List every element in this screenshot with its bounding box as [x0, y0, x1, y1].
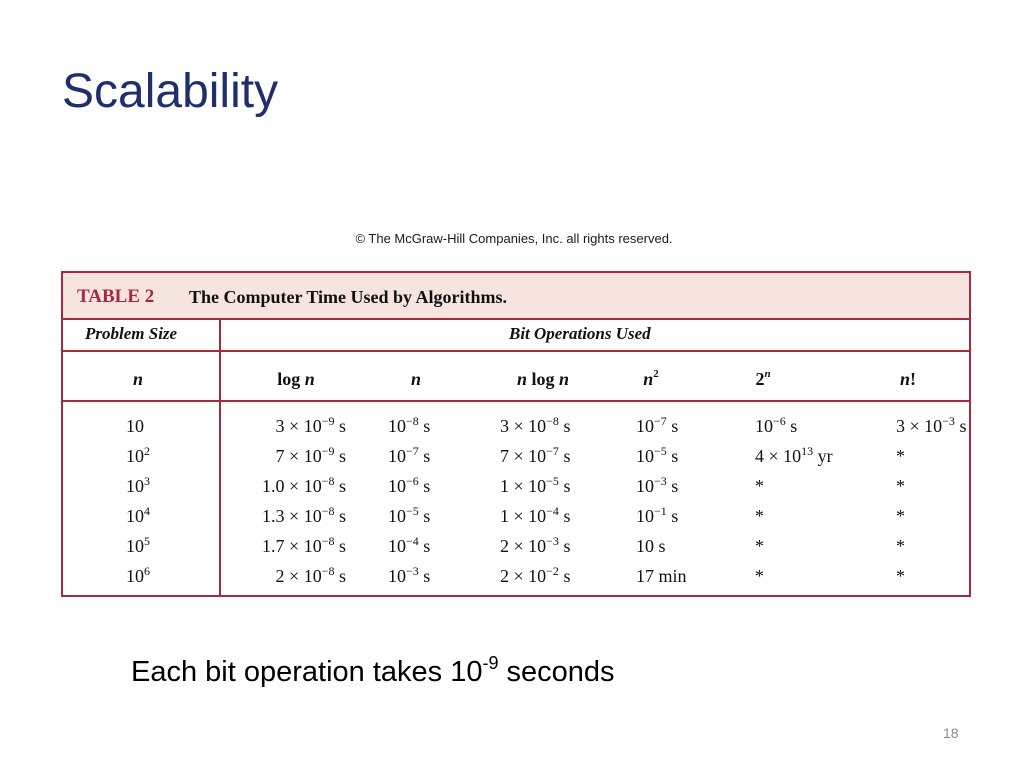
cell-value: 2 × 10 — [500, 536, 547, 556]
cell-exponent: −8 — [321, 474, 335, 488]
cell-unit: s — [666, 506, 679, 526]
table-cell — [755, 536, 764, 557]
cell-value: 10 — [636, 476, 654, 496]
cell-unit: s — [418, 446, 431, 466]
column-divider — [219, 320, 221, 595]
cell-exponent: −8 — [546, 414, 559, 428]
column-header-exponent: 2 — [653, 368, 659, 380]
cell-value: 10 — [388, 416, 406, 436]
cell-value: 3 × 10 — [275, 416, 322, 436]
problem-size-cell — [126, 476, 150, 497]
table-cell — [262, 536, 346, 557]
cell-unit: s — [334, 566, 346, 586]
cell-exponent: −5 — [406, 504, 419, 518]
table-cell — [896, 476, 905, 497]
table-cell — [896, 566, 905, 587]
cell-exponent: −4 — [406, 534, 419, 548]
cell-value: * — [755, 536, 764, 556]
problem-size-cell — [126, 446, 150, 467]
table-cell — [388, 506, 430, 527]
column-header — [277, 369, 315, 390]
column-header — [517, 369, 569, 390]
cell-value: 1 × 10 — [500, 506, 547, 526]
cell-unit: s — [418, 416, 431, 436]
column-header-base: 2 — [755, 369, 765, 389]
cell-value: * — [755, 506, 764, 526]
cell-value: 10 — [126, 476, 144, 496]
cell-value: 2 × 10 — [275, 566, 322, 586]
column-header-suffix: log n — [526, 369, 570, 389]
cell-exponent: −6 — [773, 414, 786, 428]
cell-unit: s — [954, 416, 967, 436]
table-cell — [755, 506, 764, 527]
cell-exponent: 6 — [144, 564, 150, 578]
table-cell — [636, 476, 678, 497]
cell-unit: s — [334, 446, 346, 466]
cell-unit: s — [558, 416, 571, 436]
header-bit-operations: Bit Operations Used — [509, 324, 651, 343]
cell-unit: s — [418, 476, 431, 496]
page-number: 18 — [943, 725, 959, 741]
table-cell — [896, 536, 905, 557]
table-cell — [388, 446, 430, 467]
copyright-text: © The McGraw-Hill Companies, Inc. all rights reserved. — [355, 231, 673, 246]
cell-value: 10 — [126, 416, 144, 436]
cell-value: 7 × 10 — [500, 446, 547, 466]
column-header-base: n — [410, 369, 422, 389]
column-header-prefix: log — [277, 369, 305, 389]
cell-value: 10 s — [636, 536, 666, 556]
cell-exponent: −8 — [321, 534, 335, 548]
cell-value: * — [896, 476, 905, 496]
cell-unit: yr — [813, 446, 833, 466]
cell-value: 10 — [126, 566, 144, 586]
cell-value: 10 — [388, 506, 406, 526]
table-cell — [388, 476, 430, 497]
table-cell — [500, 446, 570, 467]
header-divider — [63, 350, 969, 352]
column-header-base: n — [643, 369, 654, 389]
cell-value: 1.7 × 10 — [262, 536, 322, 556]
footnote — [131, 653, 615, 689]
table-cell — [755, 476, 764, 497]
cell-exponent: −5 — [654, 444, 667, 458]
problem-size-cell — [126, 536, 150, 557]
table-cell — [636, 536, 666, 557]
column-header-base: n — [899, 369, 911, 389]
table-cell — [388, 416, 430, 437]
column-header — [643, 369, 659, 390]
cell-exponent: −9 — [321, 444, 335, 458]
column-header-base: n — [304, 369, 315, 389]
body-divider — [63, 400, 969, 402]
cell-unit: s — [666, 446, 679, 466]
table-cell — [500, 506, 570, 527]
cell-unit: s — [334, 506, 346, 526]
table-title: The Computer Time Used by Algorithms. — [189, 287, 508, 307]
cell-unit: s — [418, 506, 431, 526]
cell-exponent: −3 — [942, 414, 955, 428]
table-cell — [276, 446, 346, 467]
table-cell — [500, 536, 570, 557]
table-cell — [636, 566, 687, 587]
table-cell — [276, 566, 346, 587]
cell-unit: s — [334, 476, 346, 496]
table-cell — [262, 476, 346, 497]
footnote-suffix: seconds — [498, 656, 615, 688]
cell-value: 10 — [126, 536, 144, 556]
column-header — [133, 369, 143, 390]
footnote-exponent: -9 — [482, 653, 499, 673]
footnote-text: Each bit operation takes 10 — [131, 656, 483, 688]
cell-exponent: −3 — [654, 474, 667, 488]
cell-exponent: −3 — [406, 564, 419, 578]
table-cell — [755, 416, 797, 437]
cell-exponent: −7 — [406, 444, 419, 458]
cell-exponent: −9 — [321, 414, 335, 428]
problem-size-cell — [126, 416, 144, 437]
table-cell — [262, 506, 346, 527]
column-header — [411, 369, 421, 390]
cell-unit: s — [558, 506, 571, 526]
cell-exponent: −4 — [546, 504, 559, 518]
cell-unit: s — [558, 566, 571, 586]
cell-exponent: −5 — [546, 474, 559, 488]
cell-value: 3 × 10 — [500, 416, 547, 436]
column-header — [900, 369, 916, 390]
cell-exponent: −3 — [546, 534, 559, 548]
cell-value: 10 — [636, 416, 654, 436]
table-cell — [636, 416, 678, 437]
cell-exponent: −2 — [546, 564, 559, 578]
problem-size-cell — [126, 506, 150, 527]
cell-value: 10 — [636, 446, 654, 466]
cell-value: 10 — [126, 506, 144, 526]
cell-exponent: 13 — [801, 444, 814, 458]
cell-value: 17 min — [636, 566, 687, 586]
cell-value: 10 — [755, 416, 773, 436]
table-cell — [636, 446, 678, 467]
cell-value: * — [896, 506, 905, 526]
table-cell — [636, 506, 678, 527]
table-cell — [276, 416, 346, 437]
cell-exponent: 2 — [144, 444, 150, 458]
cell-value: 10 — [636, 506, 654, 526]
table-cell — [755, 566, 764, 587]
column-header-suffix: ! — [910, 369, 917, 389]
cell-unit: s — [558, 536, 571, 556]
cell-exponent: −8 — [406, 414, 419, 428]
cell-unit: s — [666, 416, 679, 436]
cell-value: * — [755, 566, 764, 586]
cell-value: 7 × 10 — [275, 446, 322, 466]
cell-value: * — [755, 476, 764, 496]
cell-exponent: −7 — [546, 444, 559, 458]
table-cell — [755, 446, 833, 467]
header-problem-size: Problem Size — [85, 324, 178, 343]
cell-value: 2 × 10 — [500, 566, 547, 586]
cell-value: 3 × 10 — [896, 416, 943, 436]
cell-value: 10 — [126, 446, 144, 466]
cell-unit: s — [666, 476, 679, 496]
cell-value: * — [896, 566, 905, 586]
cell-value: 10 — [388, 476, 406, 496]
table-cell — [896, 506, 905, 527]
algorithm-time-table — [61, 271, 971, 597]
table-cell — [500, 416, 570, 437]
column-header-variable: n — [559, 369, 570, 389]
slide-title: Scalability — [62, 65, 279, 118]
cell-exponent: −6 — [406, 474, 419, 488]
cell-value: * — [896, 446, 905, 466]
cell-exponent: 3 — [144, 474, 150, 488]
cell-exponent: −1 — [654, 504, 667, 518]
cell-exponent: −7 — [654, 414, 667, 428]
copyright-notice — [0, 231, 1024, 246]
cell-value: 4 × 10 — [755, 446, 802, 466]
table-cell — [500, 566, 570, 587]
cell-value: 1 × 10 — [500, 476, 547, 496]
cell-value: 1.3 × 10 — [262, 506, 322, 526]
cell-exponent: 4 — [144, 504, 150, 518]
cell-unit: s — [558, 446, 571, 466]
cell-unit: s — [418, 566, 431, 586]
table-cell — [388, 566, 430, 587]
table-cell — [896, 416, 966, 437]
column-header-exponent: n — [764, 368, 771, 380]
cell-value: 10 — [388, 566, 406, 586]
table-cell — [500, 476, 570, 497]
cell-exponent: −8 — [321, 504, 335, 518]
cell-unit: s — [785, 416, 798, 436]
cell-exponent: −8 — [321, 564, 335, 578]
cell-value: 1.0 × 10 — [262, 476, 322, 496]
column-header-base: n — [516, 369, 527, 389]
cell-unit: s — [334, 416, 346, 436]
table-cell — [388, 536, 430, 557]
problem-size-cell — [126, 566, 150, 587]
table-caption — [63, 273, 969, 320]
cell-value: * — [896, 536, 905, 556]
cell-unit: s — [558, 476, 571, 496]
cell-unit: s — [334, 536, 346, 556]
table-cell — [896, 446, 905, 467]
column-header-base: n — [132, 369, 144, 389]
cell-unit: s — [418, 536, 431, 556]
column-header — [755, 369, 770, 390]
cell-value: 10 — [388, 446, 406, 466]
table-label: TABLE 2 — [77, 286, 155, 307]
cell-exponent: 5 — [144, 534, 150, 548]
cell-value: 10 — [388, 536, 406, 556]
